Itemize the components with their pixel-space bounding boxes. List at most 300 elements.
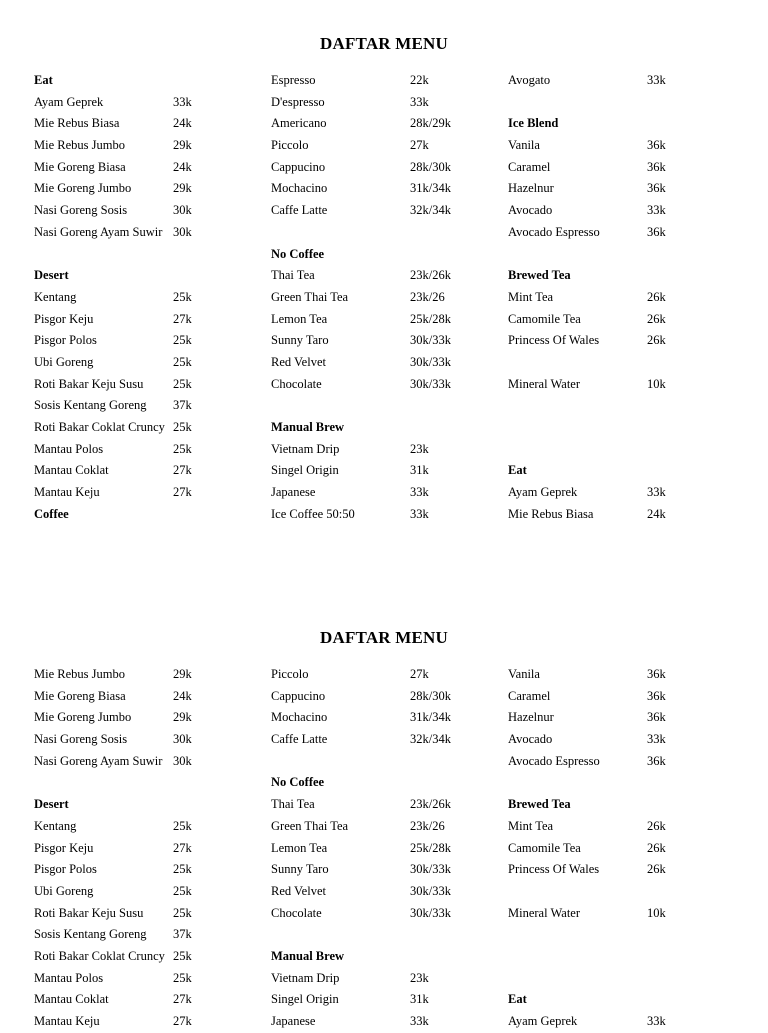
menu-column-2: [271, 664, 501, 1033]
spacer-row: [34, 772, 264, 794]
menu-item: [271, 330, 501, 352]
menu-item-price: 25k: [173, 883, 192, 898]
section-heading: [508, 113, 738, 135]
section-heading: [34, 504, 264, 526]
menu-item-price: 24k: [173, 116, 192, 131]
menu-item-name: Mie Goreng Jumbo: [34, 710, 132, 725]
menu-item-price: 25k: [173, 970, 192, 985]
spacer-row: [271, 222, 501, 244]
menu-item-name: Cappucino: [271, 159, 326, 174]
menu-item-price: 36k: [647, 159, 666, 174]
spacer-row: [508, 946, 738, 968]
menu-item: [271, 113, 501, 135]
menu-item: [508, 135, 738, 157]
menu-item: [271, 157, 501, 179]
menu-item-price: 33k: [410, 1014, 429, 1028]
menu-item: [34, 200, 264, 222]
section-heading: [271, 417, 501, 439]
menu-item-price: 31k: [410, 992, 429, 1007]
menu-item: [34, 838, 264, 860]
menu-item: [34, 395, 264, 417]
menu-item-price: 30k/33k: [410, 333, 451, 348]
menu-item-price: 24k: [173, 688, 192, 703]
menu-item-price: 27k: [410, 667, 429, 681]
section-heading-label: Brewed Tea: [508, 797, 571, 812]
menu-item-price: 23k/26: [410, 289, 445, 304]
menu-item: [508, 309, 738, 331]
menu-item-name: Ice Coffee 50:50: [271, 506, 355, 521]
section-heading-label: Manual Brew: [271, 948, 345, 963]
menu-item-price: 27k: [410, 138, 429, 153]
menu-item-name: Sunny Taro: [271, 862, 329, 877]
menu-item: [34, 374, 264, 396]
menu-item-name: Espresso: [271, 73, 316, 87]
menu-item-price: 10k: [647, 905, 666, 920]
menu-item-name: Pisgor Keju: [34, 840, 94, 855]
section-heading-label: Eat: [508, 463, 527, 478]
menu-item: [271, 504, 501, 526]
menu-item: [34, 439, 264, 461]
menu-item-price: 30k/33k: [410, 354, 451, 369]
menu-item-name: Caramel: [508, 159, 551, 174]
menu-item: [34, 178, 264, 200]
menu-item-price: 30k: [173, 224, 192, 239]
menu-item-name: Mantau Coklat: [34, 463, 109, 478]
menu-item-name: Lemon Tea: [271, 311, 328, 326]
menu-item-price: 30k/33k: [410, 376, 451, 391]
menu-item: [271, 439, 501, 461]
menu-item: [271, 881, 501, 903]
menu-item: [271, 1011, 501, 1033]
section-heading-label: Ice Blend: [508, 116, 559, 131]
menu-item-price: 33k: [173, 94, 192, 109]
menu-item-name: Mie Goreng Biasa: [34, 688, 126, 703]
menu-item: [508, 482, 738, 504]
menu-item-price: 33k: [410, 506, 429, 521]
menu-item: [508, 504, 738, 526]
menu-item-price: 27k: [173, 1014, 192, 1028]
menu-item-price: 29k: [173, 138, 192, 153]
section-heading-label: Brewed Tea: [508, 268, 571, 283]
menu-column-1: [34, 70, 264, 525]
menu-item-name: Mineral Water: [508, 376, 580, 391]
menu-item-price: 23k: [410, 441, 429, 456]
menu-item-name: Mantau Keju: [34, 1014, 100, 1028]
menu-item: [271, 70, 501, 92]
menu-item-name: Avocado Espresso: [508, 224, 600, 239]
menu-item-price: 25k: [173, 333, 192, 348]
menu-item-price: 30k: [173, 732, 192, 747]
menu-item: [34, 968, 264, 990]
menu-item: [34, 946, 264, 968]
menu-item-name: Caramel: [508, 688, 551, 703]
menu-item-name: Piccolo: [271, 138, 309, 153]
menu-item-price: 25k: [173, 420, 192, 434]
section-heading: [34, 265, 264, 287]
menu-item-price: 25k: [173, 441, 192, 456]
menu-item: [34, 460, 264, 482]
menu-item-name: Roti Bakar Keju Susu: [34, 905, 144, 920]
menu-item-name: Caffe Latte: [271, 203, 328, 218]
menu-item: [508, 816, 738, 838]
menu-item: [508, 686, 738, 708]
menu-item-name: Ubi Goreng: [34, 354, 94, 369]
menu-item: [34, 287, 264, 309]
menu-item-price: 36k: [647, 138, 666, 153]
menu-item-price: 23k/26k: [410, 797, 451, 812]
menu-item-name: Mie Rebus Biasa: [34, 116, 120, 131]
menu-item: [508, 729, 738, 751]
menu-item: [34, 330, 264, 352]
menu-item-name: Red Velvet: [271, 883, 326, 898]
menu-item: [34, 135, 264, 157]
spacer-row: [34, 244, 264, 266]
menu-item: [271, 838, 501, 860]
menu-item-price: 33k: [410, 94, 429, 109]
menu-item: [508, 178, 738, 200]
menu-item-price: 25k: [173, 862, 192, 877]
menu-item-name: Nasi Goreng Sosis: [34, 203, 128, 218]
menu-item-name: Mantau Polos: [34, 441, 104, 456]
menu-item-name: Mie Goreng Jumbo: [34, 181, 132, 196]
menu-item-name: Ayam Geprek: [508, 485, 578, 500]
section-heading-label: Manual Brew: [271, 420, 345, 434]
menu-item-price: 30k: [173, 203, 192, 218]
menu-item: [271, 989, 501, 1011]
menu-item-name: Hazelnur: [508, 181, 554, 196]
spacer-row: [508, 417, 738, 439]
menu-item: [34, 729, 264, 751]
section-heading: [508, 989, 738, 1011]
menu-item-price: 26k: [647, 311, 666, 326]
section-heading: [508, 265, 738, 287]
menu-item: [508, 374, 738, 396]
menu-item-price: 26k: [647, 818, 666, 833]
section-heading-label: Eat: [508, 992, 527, 1007]
menu-item-price: 26k: [647, 289, 666, 304]
menu-item: [271, 686, 501, 708]
menu-item-name: Ubi Goreng: [34, 883, 94, 898]
menu-item: [34, 157, 264, 179]
menu-item-name: Red Velvet: [271, 354, 326, 369]
menu-item: [34, 707, 264, 729]
menu-item-price: 33k: [647, 485, 666, 500]
menu-item: [508, 157, 738, 179]
menu-item-price: 33k: [647, 73, 666, 87]
menu-item-price: 29k: [173, 667, 192, 681]
menu-item: [271, 178, 501, 200]
spacer-row: [271, 924, 501, 946]
menu-item-name: Sosis Kentang Goreng: [34, 927, 147, 942]
menu-item-price: 22k: [410, 73, 429, 87]
menu-item-name: Thai Tea: [271, 797, 315, 812]
menu-item-name: Camomile Tea: [508, 311, 581, 326]
menu-item: [508, 751, 738, 773]
menu-item-name: Sunny Taro: [271, 333, 329, 348]
section-heading-label: Desert: [34, 268, 69, 283]
menu-item-price: 30k/33k: [410, 883, 451, 898]
menu-item: [34, 859, 264, 881]
menu-item-name: Mantau Coklat: [34, 992, 109, 1007]
menu-item: [508, 859, 738, 881]
menu-item-price: 32k/34k: [410, 203, 451, 218]
section-heading: [34, 794, 264, 816]
menu-item-price: 36k: [647, 710, 666, 725]
menu-item: [34, 903, 264, 925]
menu-item-price: 33k: [647, 203, 666, 218]
menu-item: [271, 309, 501, 331]
menu-item-name: Avocado: [508, 203, 553, 218]
menu-item-name: Cappucino: [271, 688, 326, 703]
menu-item: [271, 135, 501, 157]
menu-item-name: Ayam Geprek: [508, 1014, 578, 1028]
menu-item-price: 31k: [410, 463, 429, 478]
menu-item-price: 25k/28k: [410, 840, 451, 855]
menu-item-name: Vanila: [508, 138, 540, 153]
menu-item: [271, 664, 501, 686]
spacer-row: [508, 439, 738, 461]
menu-item-price: 25k: [173, 289, 192, 304]
menu-item-name: Mantau Keju: [34, 485, 100, 500]
menu-item-name: Mie Rebus Jumbo: [34, 138, 125, 153]
menu-item: [34, 816, 264, 838]
menu-item-name: Nasi Goreng Sosis: [34, 732, 128, 747]
menu-item-price: 30k: [173, 753, 192, 768]
section-heading: [34, 70, 264, 92]
menu-item-name: Mantau Polos: [34, 970, 104, 985]
menu-item: [34, 222, 264, 244]
menu-item: [508, 70, 738, 92]
menu-item-name: D'espresso: [271, 94, 325, 109]
menu-item-price: 37k: [173, 398, 192, 413]
menu-item-name: Pisgor Keju: [34, 311, 94, 326]
menu-item-name: Camomile Tea: [508, 840, 581, 855]
menu-item-name: Mochacino: [271, 710, 328, 725]
menu-item-price: 24k: [173, 159, 192, 174]
menu-item-price: 30k/33k: [410, 862, 451, 877]
menu-item-name: Singel Origin: [271, 463, 339, 478]
menu-item: [271, 729, 501, 751]
menu-item: [34, 989, 264, 1011]
menu-item-price: 27k: [173, 992, 192, 1007]
menu-item: [271, 287, 501, 309]
menu-item-name: Caffe Latte: [271, 732, 328, 747]
menu-item: [508, 707, 738, 729]
menu-item-name: Mint Tea: [508, 818, 554, 833]
section-heading: [508, 460, 738, 482]
menu-item-price: 27k: [173, 311, 192, 326]
menu-item-name: Mie Rebus Biasa: [508, 506, 594, 521]
menu-item: [508, 287, 738, 309]
menu-item-price: 27k: [173, 485, 192, 500]
menu-item: [34, 309, 264, 331]
menu-item-price: 26k: [647, 840, 666, 855]
menu-item-name: Vietnam Drip: [271, 970, 340, 985]
menu-item-name: Chocolate: [271, 376, 322, 391]
menu-item-price: 29k: [173, 181, 192, 196]
menu-item-name: Green Thai Tea: [271, 818, 349, 833]
menu-item: [271, 482, 501, 504]
menu-item-name: Avocado: [508, 732, 553, 747]
menu-item-name: Vietnam Drip: [271, 441, 340, 456]
menu-item: [34, 664, 264, 686]
menu-item-name: Thai Tea: [271, 268, 315, 283]
menu-column-3: [508, 70, 738, 525]
spacer-row: [508, 881, 738, 903]
menu-item-price: 25k: [173, 376, 192, 391]
menu-title: DAFTAR MENU: [320, 628, 448, 647]
menu-item: [508, 903, 738, 925]
menu-item-price: 10k: [647, 376, 666, 391]
menu-item-name: Pisgor Polos: [34, 333, 97, 348]
menu-item-name: Mint Tea: [508, 289, 554, 304]
menu-item-name: Singel Origin: [271, 992, 339, 1007]
menu-item: [34, 924, 264, 946]
menu-item: [508, 664, 738, 686]
menu-item-price: 25k: [173, 818, 192, 833]
menu-item-price: 36k: [647, 181, 666, 196]
spacer-row: [508, 352, 738, 374]
menu-item-name: Kentang: [34, 289, 77, 304]
menu-item: [508, 222, 738, 244]
menu-item-name: Lemon Tea: [271, 840, 328, 855]
menu-item: [271, 265, 501, 287]
menu-item: [271, 200, 501, 222]
menu-item-price: 23k: [410, 970, 429, 985]
menu-item-name: Green Thai Tea: [271, 289, 349, 304]
menu-item-price: 28k/30k: [410, 159, 451, 174]
menu-item-name: Mochacino: [271, 181, 328, 196]
menu-item-name: Princess Of Wales: [508, 333, 600, 348]
menu-item: [508, 1011, 738, 1033]
menu-item-price: 33k: [647, 732, 666, 747]
menu-item: [508, 838, 738, 860]
menu-item: [271, 816, 501, 838]
section-heading: [271, 946, 501, 968]
menu-item: [271, 968, 501, 990]
menu-item-price: 31k/34k: [410, 181, 451, 196]
section-heading: [271, 772, 501, 794]
menu-item: [34, 881, 264, 903]
menu-item-name: Nasi Goreng Ayam Suwir: [34, 224, 163, 239]
section-heading: [508, 794, 738, 816]
menu-title: DAFTAR MENU: [320, 34, 448, 53]
menu-item-name: Chocolate: [271, 905, 322, 920]
menu-item-name: Mie Goreng Biasa: [34, 159, 126, 174]
menu-item-price: 36k: [647, 224, 666, 239]
menu-item-price: 32k/34k: [410, 732, 451, 747]
menu-item-price: 26k: [647, 333, 666, 348]
menu-item: [34, 1011, 264, 1033]
menu-item-name: Kentang: [34, 818, 77, 833]
menu-item: [271, 859, 501, 881]
spacer-row: [271, 751, 501, 773]
menu-item-name: Japanese: [271, 1014, 316, 1028]
menu-item: [271, 92, 501, 114]
menu-item-name: Hazelnur: [508, 710, 554, 725]
menu-item-name: Pisgor Polos: [34, 862, 97, 877]
menu-column-1: [34, 664, 264, 1033]
menu-item-name: Princess Of Wales: [508, 862, 600, 877]
menu-item-name: Americano: [271, 116, 327, 131]
menu-item-price: 25k/28k: [410, 311, 451, 326]
menu-item-price: 27k: [173, 463, 192, 478]
section-heading-label: No Coffee: [271, 246, 325, 261]
menu-item-name: Vanila: [508, 667, 540, 681]
menu-item-name: Mineral Water: [508, 905, 580, 920]
menu-item: [271, 707, 501, 729]
menu-column-2: [271, 70, 501, 525]
menu-item-price: 37k: [173, 927, 192, 942]
menu-item: [34, 352, 264, 374]
menu-item: [508, 330, 738, 352]
menu-item-price: 27k: [173, 840, 192, 855]
menu-item: [34, 686, 264, 708]
menu-item: [271, 460, 501, 482]
menu-item: [271, 794, 501, 816]
menu-item-price: 24k: [647, 506, 666, 521]
menu-item-price: 36k: [647, 688, 666, 703]
menu-item: [34, 417, 264, 439]
spacer-row: [508, 92, 738, 114]
menu-item-name: Japanese: [271, 485, 316, 500]
spacer-row: [508, 772, 738, 794]
spacer-row: [508, 968, 738, 990]
menu-item-price: 29k: [173, 710, 192, 725]
section-heading-label: Coffee: [34, 506, 69, 521]
menu-column-3: [508, 664, 738, 1033]
menu-item-name: Mie Rebus Jumbo: [34, 667, 125, 681]
menu-item: [271, 352, 501, 374]
menu-item: [34, 92, 264, 114]
menu-item-price: 25k: [173, 948, 192, 963]
menu-item-name: Sosis Kentang Goreng: [34, 398, 147, 413]
section-heading-label: No Coffee: [271, 775, 325, 790]
menu-item-name: Roti Bakar Coklat Cruncy: [34, 420, 165, 434]
menu-item: [508, 200, 738, 222]
section-heading-label: Desert: [34, 797, 69, 812]
menu-item-price: 28k/29k: [410, 116, 451, 131]
menu-item-price: 28k/30k: [410, 688, 451, 703]
menu-item: [34, 113, 264, 135]
spacer-row: [508, 244, 738, 266]
menu-item-name: Avocado Espresso: [508, 753, 600, 768]
spacer-row: [508, 924, 738, 946]
spacer-row: [508, 395, 738, 417]
menu-item-name: Nasi Goreng Ayam Suwir: [34, 753, 163, 768]
menu-item-price: 33k: [647, 1014, 666, 1028]
menu-item: [34, 482, 264, 504]
menu-item-price: 23k/26: [410, 818, 445, 833]
menu-item-name: Roti Bakar Keju Susu: [34, 376, 144, 391]
menu-item-name: Roti Bakar Coklat Cruncy: [34, 948, 165, 963]
menu-item-price: 33k: [410, 485, 429, 500]
menu-item-price: 23k/26k: [410, 268, 451, 283]
menu-item-price: 31k/34k: [410, 710, 451, 725]
menu-item-price: 36k: [647, 753, 666, 768]
menu-item-price: 25k: [173, 354, 192, 369]
menu-item-price: 25k: [173, 905, 192, 920]
section-heading: [271, 244, 501, 266]
section-heading-label: Eat: [34, 73, 53, 87]
menu-item: [271, 903, 501, 925]
menu-item-price: 36k: [647, 667, 666, 681]
menu-item: [34, 751, 264, 773]
menu-item-price: 30k/33k: [410, 905, 451, 920]
menu-item-name: Ayam Geprek: [34, 94, 104, 109]
spacer-row: [271, 395, 501, 417]
menu-item: [271, 374, 501, 396]
